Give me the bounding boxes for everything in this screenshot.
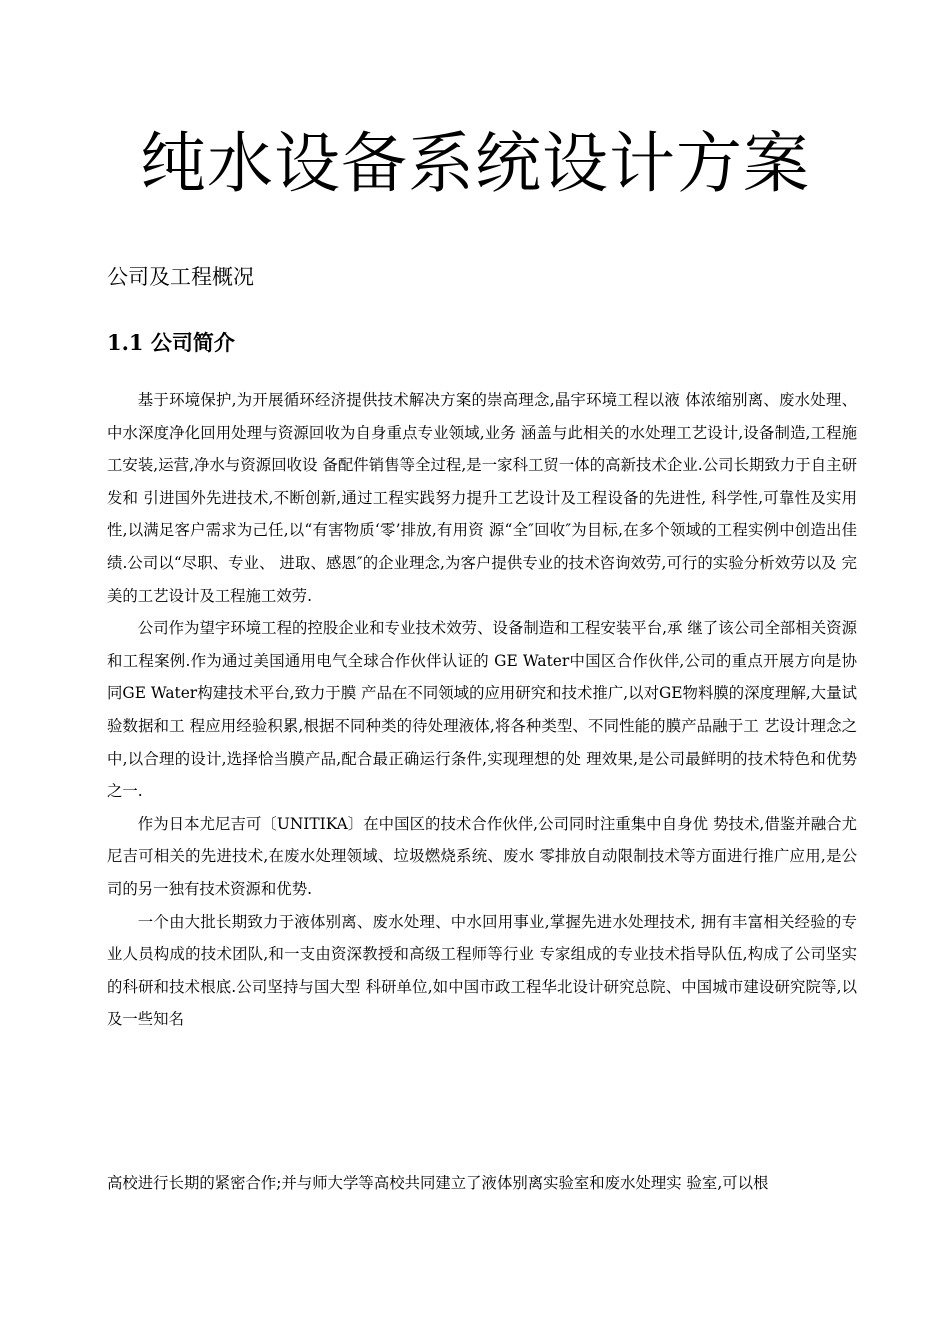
paragraph: 公司作为望宇环境工程的控股企业和专业技术效劳、设备制造和工程安装平台,承 继了该公司全部相关资源和工程案例.作为通过美国通用电气全球合作伙伴认证的 GE Water中国区合作伙伴,公司的重点开展方向是协同GE Water构建技术平台,致力于膜 产品在不同领域的应用研究和技术推广,以对GE物料膜的深度理解,大量试验数据和工 程应用经验积累,根据不同种类的待处理液体,将各种类型、不同性能的膜产品融于工 艺设计理念之中,以合理的设计,选择恰当膜产品,配合最正确运行条件,实现理想的处 理效果,是公司最鲜明的技术特色和优势之一. [107,619,857,801]
paragraph: 作为日本尤尼吉可〔UNITIKA〕在中国区的技术合作伙伴,公司同时注重集中自身优 势技术,借鉴并融合尤尼吉可相关的先进技术,在废水处理领域、垃圾燃烧系统、废水 零排放自动限制技术等方面进行推广应用,是公司的另一独有技术资源和优势. [107,814,857,898]
continuation-text [107,1167,857,1200]
subsection-heading: 1.1 公司简介 [107,330,235,355]
body-text [107,384,857,1036]
document-title: 纯水设备系统设计方案 [140,125,810,202]
paragraph: 基于环境保护,为开展循环经济提供技术解决方案的崇高理念,晶宇环境工程以液 体浓缩别离、废水处理、中水深度净化回用处理与资源回收为自身重点专业领域,业务 涵盖与此相关的水处理工艺设计,设备制造,工程施工安装,运营,净水与资源回收设 备配件销售等全过程,是一家科工贸一体的高新技术企业.公司长期致力于自主研发和 引进国外先进技术,不断创新,通过工程实践努力提升工艺设计及工程设备的先进性, 科学性,可靠性及实用性,以满足客户需求为己任,以“有害物质‘零’排放,有用资 源“全″回收″为目标,在多个领域的工程实例中创造出佳绩.公司以“尽职、专业、 进取、感恩″的企业理念,为客户提供专业的技术咨询效劳,可行的实验分析效劳以及 完美的工艺设计及工程施工效劳. [107,391,857,605]
section-heading: 公司及工程概况 [107,265,254,289]
paragraph: 一个由大批长期致力于液体别离、废水处理、中水回用事业,掌握先进水处理技术, 拥有丰富相关经验的专业人员构成的技术团队,和一支由资深教授和高级工程师等行业 专家组成的专业技术指导队伍,构成了公司坚实的科研和技术根底.公司坚持与国大型 科研单位,如中国市政工程华北设计研究总院、中国城市建设研究院等,以及一些知名 [107,912,857,1029]
paragraph: 高校进行长期的紧密合作;并与师大学等高校共同建立了液体别离实验室和废水处理实 验室,可以根 [107,1174,769,1192]
